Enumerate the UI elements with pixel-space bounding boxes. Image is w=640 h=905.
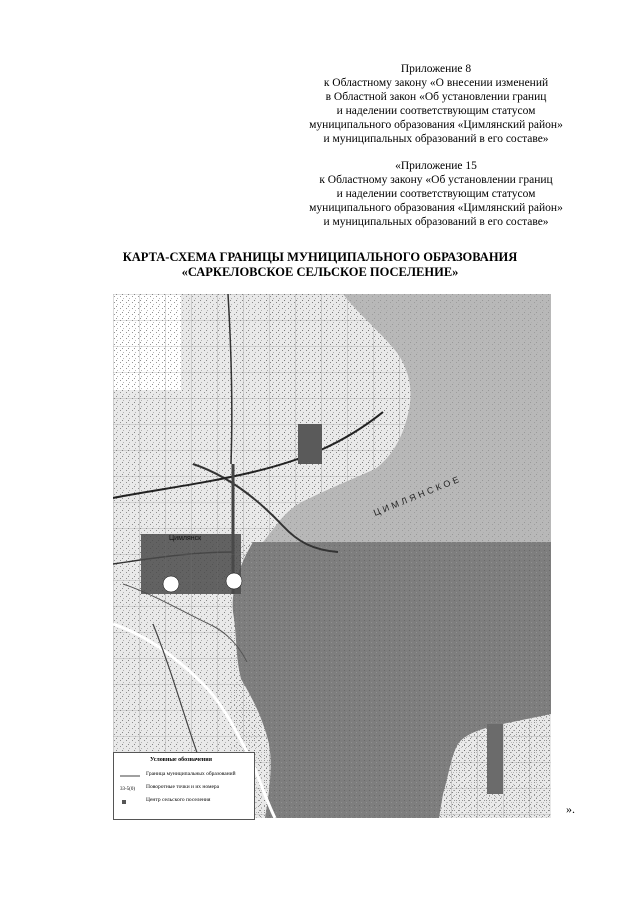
reservoir-label: ЦИМЛЯНСКОЕ: [372, 473, 464, 518]
appendix-15-heading: «Приложение 15: [395, 160, 477, 172]
appendix-8-line: к Областному закону «О внесении изменений: [323, 77, 549, 89]
settlement-center-icon: [120, 799, 140, 805]
legend-row-center: [118, 797, 252, 807]
legend-row-points: [118, 784, 252, 794]
title-line-1: КАРТА-СХЕМА ГРАНИЦЫ МУНИЦИПАЛЬНОГО ОБРАЗОВАНИЯ: [122, 250, 518, 264]
legend-label: Граница муниципальных образований: [146, 771, 236, 777]
appendix-8-line: муниципального образования «Цимлянский район»: [309, 119, 563, 131]
settlement-center-marker: [163, 576, 179, 592]
title-line-2: «САРКЕЛОВСКОЕ СЕЛЬСКОЕ ПОСЕЛЕНИЕ»: [181, 265, 459, 279]
appendix-8-heading: Приложение 8: [400, 63, 472, 75]
appendix-8-line: и наделении соответствующим статусом: [336, 105, 536, 117]
turning-point-symbol: 33-5(0): [120, 787, 135, 792]
appendix-15-line: и муниципальных образований в его составе»: [323, 216, 549, 228]
settlement-center-marker: [226, 573, 242, 589]
legend-row-boundary: [118, 771, 252, 781]
appendix-8-block: [286, 62, 586, 146]
town-label: Цимлянск: [169, 535, 202, 542]
boundary-line-icon: [120, 773, 140, 779]
appendix-15-line: к Областному закону «Об установлении границ: [319, 174, 553, 186]
appendix-15-line: муниципального образования «Цимлянский район»: [309, 202, 563, 214]
legend-label: Поворотные точки и их номера: [146, 784, 220, 790]
document-title: [70, 250, 570, 280]
appendix-15-block: [286, 159, 586, 229]
map-legend: [113, 752, 255, 820]
appendix-15-line: и наделении соответствующим статусом: [336, 188, 536, 200]
map-scheme: [113, 294, 551, 818]
legend-title: Условные обозначения: [150, 757, 212, 763]
appendix-8-line: и муниципальных образований в его составе»: [323, 133, 549, 145]
closing-quote: ».: [566, 802, 575, 816]
town-block-texture: [141, 534, 241, 594]
village-east: [487, 724, 503, 794]
legend-label: Центр сельского поселения: [146, 797, 211, 803]
industrial-area: [298, 424, 322, 464]
appendix-8-line: в Областной закон «Об установлении границ: [325, 91, 547, 103]
